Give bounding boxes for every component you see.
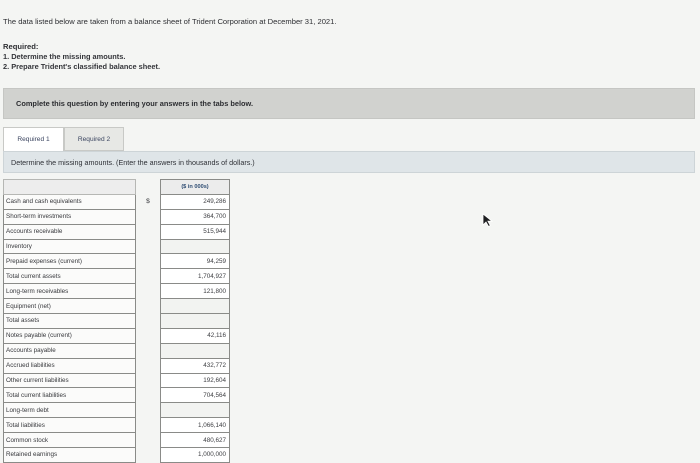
amount-input[interactable]: 364,700 <box>161 209 230 224</box>
currency-cell <box>136 284 161 299</box>
amount-input[interactable]: 480,627 <box>161 433 230 448</box>
required-item-2: 2. Prepare Trident's classified balance sheet. <box>3 62 161 71</box>
table-row <box>4 239 230 254</box>
amount-input[interactable]: 249,286 <box>161 194 230 209</box>
missing-amount-input[interactable] <box>161 299 230 314</box>
row-label: Accrued liabilities <box>4 358 136 373</box>
table-row <box>4 314 230 329</box>
table-row <box>4 269 230 284</box>
amount-input[interactable]: 121,800 <box>161 284 230 299</box>
currency-cell <box>136 224 161 239</box>
required-item-1: 1. Determine the missing amounts. <box>3 52 126 61</box>
table-row <box>4 343 230 358</box>
tab-required-2[interactable]: Required 2 <box>64 127 124 151</box>
instruction-bar <box>3 151 695 173</box>
table-row <box>4 194 230 209</box>
row-label: Total current assets <box>4 269 136 284</box>
currency-cell <box>136 269 161 284</box>
mouse-pointer-icon <box>482 213 494 227</box>
currency-cell <box>136 358 161 373</box>
amount-input[interactable]: 1,066,140 <box>161 418 230 433</box>
table-row <box>4 254 230 269</box>
row-label: Long-term receivables <box>4 284 136 299</box>
amount-input[interactable]: 704,564 <box>161 388 230 403</box>
currency-cell <box>136 299 161 314</box>
row-label: Cash and cash equivalents <box>4 194 136 209</box>
missing-amount-input[interactable] <box>161 314 230 329</box>
row-label: Notes payable (current) <box>4 328 136 343</box>
currency-cell <box>136 403 161 418</box>
missing-amount-input[interactable] <box>161 343 230 358</box>
balance-sheet-table <box>3 179 230 463</box>
banner-text: Complete this question by entering your answers in the tabs below. <box>16 99 254 108</box>
table-row <box>4 403 230 418</box>
table-row <box>4 209 230 224</box>
currency-cell <box>136 343 161 358</box>
row-label: Total current liabilities <box>4 388 136 403</box>
row-label: Common stock <box>4 433 136 448</box>
missing-amount-input[interactable] <box>161 403 230 418</box>
currency-cell <box>136 418 161 433</box>
amount-input[interactable]: 42,116 <box>161 328 230 343</box>
currency-cell <box>136 328 161 343</box>
table-row <box>4 373 230 388</box>
column-header: ($ in 000s) <box>161 180 230 195</box>
currency-cell <box>136 209 161 224</box>
header-label-cell <box>4 180 136 195</box>
currency-cell <box>136 433 161 448</box>
table-row <box>4 433 230 448</box>
amount-input[interactable]: 1,000,000 <box>161 448 230 463</box>
table-row <box>4 299 230 314</box>
table-row <box>4 418 230 433</box>
table-row <box>4 328 230 343</box>
header-currency-cell <box>136 180 161 195</box>
instruction-text: Determine the missing amounts. (Enter the answers in thousands of dollars.) <box>11 158 255 167</box>
currency-cell <box>136 388 161 403</box>
table-row <box>4 224 230 239</box>
tab-required-1[interactable]: Required 1 <box>3 127 64 151</box>
problem-intro: The data listed below are taken from a balance sheet of Trident Corporation at December 31, 2021. <box>3 17 337 26</box>
currency-cell: $ <box>146 198 150 206</box>
row-label: Long-term debt <box>4 403 136 418</box>
row-label: Total assets <box>4 314 136 329</box>
missing-amount-input[interactable] <box>161 239 230 254</box>
row-label: Inventory <box>4 239 136 254</box>
row-label: Prepaid expenses (current) <box>4 254 136 269</box>
row-label: Other current liabilities <box>4 373 136 388</box>
amount-input[interactable]: 1,704,927 <box>161 269 230 284</box>
amount-input[interactable]: 432,772 <box>161 358 230 373</box>
currency-cell <box>136 314 161 329</box>
row-label: Accounts receivable <box>4 224 136 239</box>
row-label: Retained earnings <box>4 448 136 463</box>
instructions-banner <box>3 88 695 119</box>
amount-input[interactable]: 94,259 <box>161 254 230 269</box>
row-label: Accounts payable <box>4 343 136 358</box>
required-heading: Required: <box>3 42 39 51</box>
amount-input[interactable]: 192,604 <box>161 373 230 388</box>
amount-input[interactable]: 515,944 <box>161 224 230 239</box>
row-label: Total liabilities <box>4 418 136 433</box>
row-label: Short-term investments <box>4 209 136 224</box>
table-row <box>4 358 230 373</box>
currency-cell <box>136 373 161 388</box>
row-label: Equipment (net) <box>4 299 136 314</box>
table-header-row <box>4 180 230 195</box>
currency-cell <box>136 254 161 269</box>
currency-cell <box>136 239 161 254</box>
table-row <box>4 388 230 403</box>
table-row <box>4 284 230 299</box>
